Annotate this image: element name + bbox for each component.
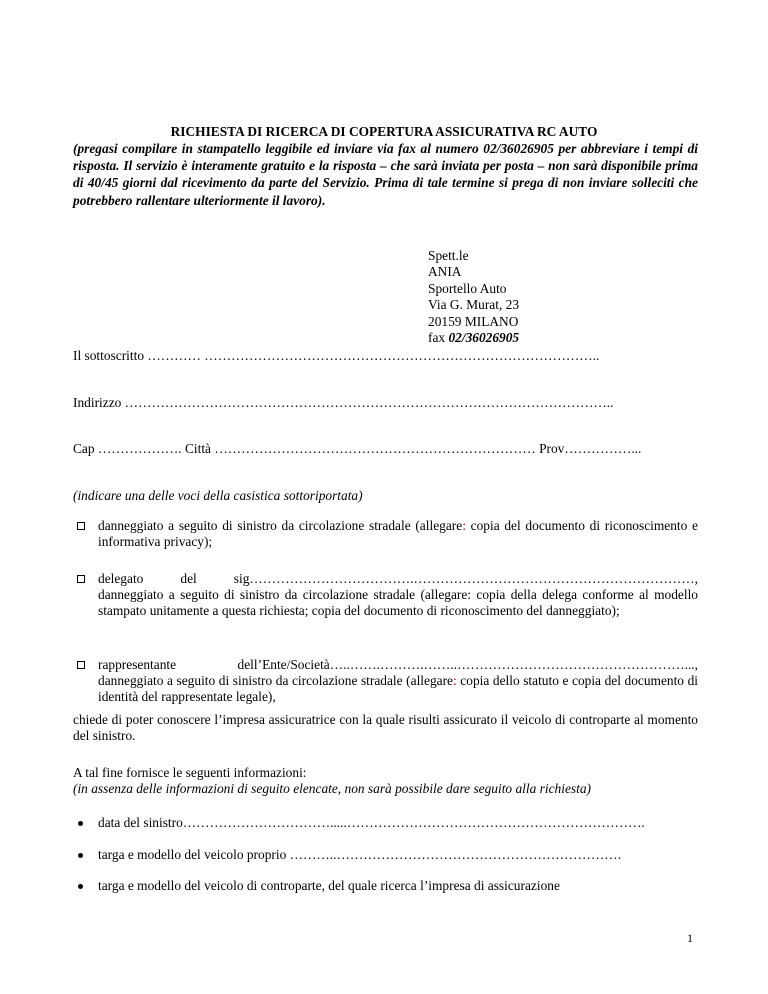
bullet-icon [78, 853, 83, 858]
case-colon: : [453, 673, 457, 689]
case-danneggiato [98, 518, 698, 550]
checkbox-icon[interactable] [77, 575, 85, 583]
bullet-icon [78, 821, 83, 826]
case-rappresentante [98, 657, 698, 706]
info-intro: A tal fine fornisce le seguenti informazioni: [73, 765, 307, 780]
fax-line [428, 330, 519, 346]
checkbox-icon[interactable] [77, 522, 85, 530]
info-targa-proprio[interactable]: targa e modello del veicolo proprio ………..………………………………………………………. [98, 847, 622, 862]
fax-label: fax [428, 330, 449, 346]
address-line: Via G. Murat, 23 [428, 297, 520, 313]
address-line: Sportello Auto [428, 280, 507, 296]
case-text: rappresentante dell’Ente/Società…..…….……….……..……………………………………………..., danneggiato a seguito di sinistro da circolazione stradale (allegare [98, 657, 698, 689]
info-data-sinistro[interactable]: data del sinistro…………………………….....…………………………………………………………. [98, 815, 645, 830]
info-targa-controparte[interactable]: targa e modello del veicolo di controparte, del quale ricerca l’impresa di assicurazione [98, 878, 560, 893]
field-cap-citta-prov[interactable]: Cap ………………. Città ……………………………………………………………… Prov……………... [73, 441, 642, 456]
case-text: danneggiato a seguito di sinistro da circolazione stradale (allegare [98, 518, 463, 533]
bullet-icon [78, 884, 83, 889]
page-number: 1 [687, 931, 693, 945]
address-block [428, 248, 519, 346]
address-line: Spett.le [428, 248, 469, 263]
document-title: RICHIESTA DI RICERCA DI COPERTURA ASSICURATIVA RC AUTO [170, 124, 598, 139]
checkbox-icon[interactable] [77, 661, 85, 669]
case-colon: : [462, 518, 466, 533]
instructions-subtitle: (pregasi compilare in stampatello leggibile ed inviare via fax al numero 02/36026905 per abbreviare i tempi di risposta. Il servizio è interamente gratuito e la risposta – che sarà inviata per posta – non sarà disponibile prima di 40/45 giorni dal ricevimento da parte del Servizio. Prima di tale termine si prega di non inviare solleciti che potrebbero rallentare ulteriormente il lavoro). [73, 141, 698, 208]
field-indirizzo[interactable]: Indirizzo ……………………………………………………………………………………………….. [73, 395, 614, 410]
case-text: copia dello statuto e copia del documento di identità del rappresentate legale), [98, 673, 698, 705]
casistica-note: (indicare una delle voci della casistica sottoriportata) [73, 488, 363, 503]
address-line: ANIA [428, 264, 462, 280]
field-sottoscritto[interactable]: Il sottoscritto ………… …………………………………………………………………………….. [73, 348, 600, 363]
info-note: (in assenza delle informazioni di seguito elencate, non sarà possibile dare seguito alla richiesta) [73, 781, 591, 796]
case-delegato: delegato del sig……………………………….………………………………………………………, danneggiato a seguito di sinistro da circolazione stradale (allegare: copia della delega conforme al modello stampato unitamente a questa richiesta; copia del documento di riconoscimento del danneggiato); [98, 571, 698, 619]
case-text: copia del documento di riconoscimento e informativa privacy); [98, 518, 698, 550]
address-line: 20159 MILANO [428, 313, 519, 329]
chiede-paragraph: chiede di poter conoscere l’impresa assicuratrice con la quale risulti assicurato il veicolo di controparte al momento del sinistro. [73, 712, 698, 744]
fax-number: 02/36026905 [448, 330, 520, 346]
